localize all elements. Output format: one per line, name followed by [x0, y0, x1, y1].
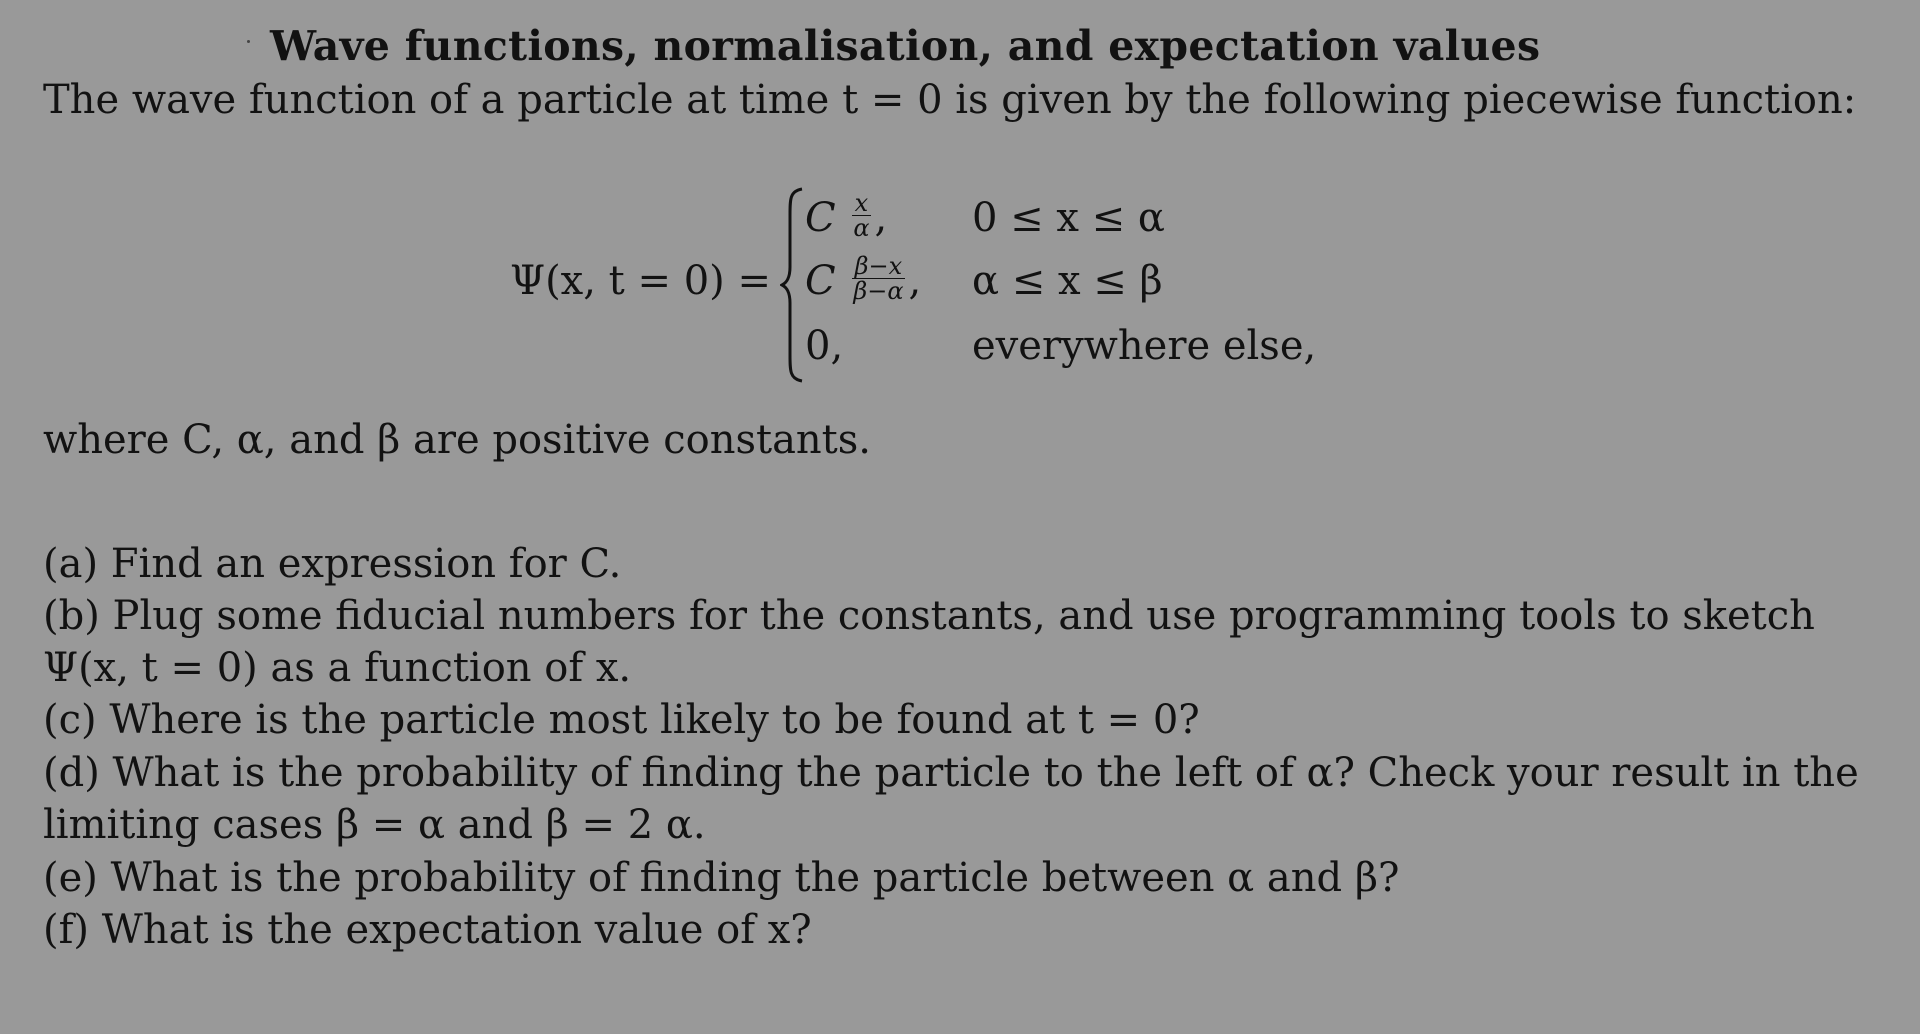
equation-lhs: Ψ(x, t = 0) = — [510, 258, 771, 304]
case-3-value: 0, — [805, 323, 844, 369]
question-d-line-2: limiting cases β = α and β = 2 α. — [43, 802, 706, 848]
case-2-numerator: β−x — [852, 254, 906, 279]
case-2-suffix: , — [908, 258, 922, 304]
case-2-condition: α ≤ x ≤ β — [972, 258, 1163, 304]
case-1-denominator: α — [853, 213, 870, 242]
case-3-condition: everywhere else, — [972, 323, 1317, 369]
question-f: (f) What is the expectation value of x? — [43, 907, 812, 953]
stray-dot — [247, 40, 250, 43]
question-a: (a) Find an expression for C. — [43, 541, 622, 587]
case-2-denominator: β−α — [853, 276, 904, 305]
left-brace — [780, 185, 806, 385]
question-b-line-1: (b) Plug some fiducial numbers for the constants, and use programming tools to sketch — [43, 593, 1815, 639]
constants-note: where C, α, and β are positive constants. — [43, 417, 871, 463]
question-e: (e) What is the probability of finding the particle between α and β? — [43, 855, 1400, 901]
question-d-line-1: (d) What is the probability of finding the particle to the left of α? Check your result in the — [43, 750, 1859, 796]
case-2-fraction — [850, 251, 906, 305]
case-1-numerator: x — [852, 191, 872, 216]
case-1-value — [805, 188, 888, 246]
case-1-fraction — [850, 188, 872, 242]
page-title: Wave functions, normalisation, and expectation values — [270, 22, 1541, 70]
case-2-prefix: C — [805, 258, 836, 304]
case-1-prefix: C — [805, 195, 836, 241]
case-1-condition: 0 ≤ x ≤ α — [972, 195, 1165, 241]
case-2-value — [805, 251, 922, 309]
case-1-suffix: , — [874, 195, 888, 241]
question-c: (c) Where is the particle most likely to be found at t = 0? — [43, 697, 1200, 743]
intro-text: The wave function of a particle at time t = 0 is given by the following piecewise function: — [43, 77, 1857, 123]
question-b-line-2: Ψ(x, t = 0) as a function of x. — [43, 645, 632, 691]
